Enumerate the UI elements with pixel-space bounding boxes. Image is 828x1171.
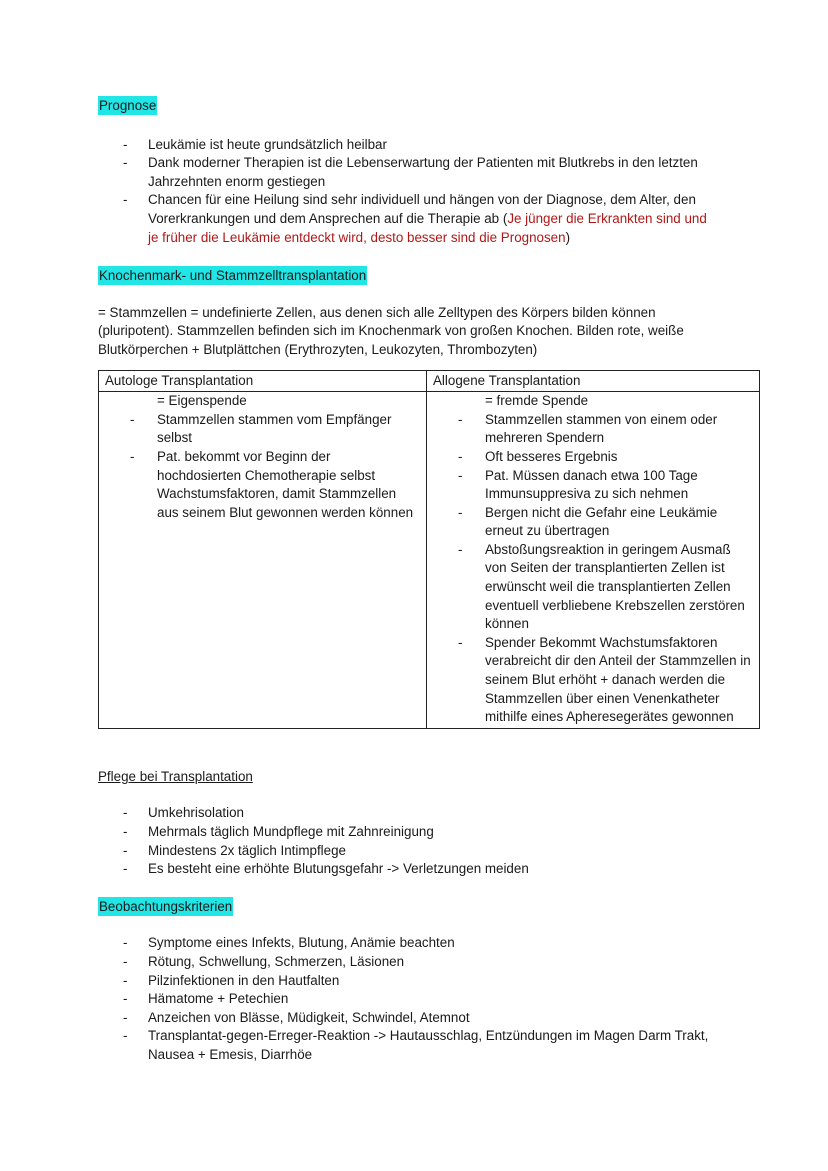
list-item: - Es besteht eine erhöhte Blutungsgefahr -> Verletzungen meiden: [148, 860, 762, 879]
list-item: - Stammzellen stammen von einem oder mehreren Spendern: [458, 411, 718, 446]
table-header-allogene: Allogene Transplantation: [427, 370, 760, 392]
dash-bullet: -: [123, 861, 128, 877]
list-item: - Spender Bekommt Wachstumsfaktoren verabreicht dir den Anteil der Stammzellen in seinem Blut erhöht + danach werden die Stammzellen über einen Venenkatheter mithilfe eines Apheresegerätes gewonnen: [458, 634, 751, 725]
list-item: - Stammzellen stammen vom Empfänger selbst: [130, 411, 392, 446]
table-header-row: [99, 370, 760, 392]
dash-bullet: -: [458, 541, 463, 557]
transplantation-table: [98, 370, 760, 729]
table-cell-autologe: [99, 392, 427, 729]
dash-bullet: -: [458, 634, 463, 650]
cell-lead: = Eigenspende: [157, 393, 247, 409]
list-item: - Mehrmals täglich Mundpflege mit Zahnreinigung: [148, 823, 762, 842]
dash-bullet: -: [130, 448, 135, 464]
section-prognose: [98, 96, 762, 247]
beobachtung-list: [98, 934, 748, 1064]
dash-bullet: -: [123, 192, 128, 208]
dash-bullet: -: [123, 1009, 128, 1025]
dash-bullet: -: [123, 824, 128, 839]
dash-bullet: -: [458, 448, 463, 464]
dash-bullet: -: [458, 411, 463, 427]
dash-bullet: -: [123, 155, 128, 171]
autologe-list: [105, 411, 415, 523]
dash-bullet: -: [123, 842, 128, 858]
heading-prognose: Prognose: [99, 98, 157, 113]
prognose-highlight-red: Je jünger die Erkrankten sind und je früher die Leukämie entdeckt wird, desto besser sind die Prognosen: [148, 210, 707, 245]
list-item: - Leukämie ist heute grundsätzlich heilbar: [148, 136, 718, 155]
list-item: - Bergen nicht die Gefahr eine Leukämie erneut zu übertragen: [458, 504, 718, 539]
cell-lead: = fremde Spende: [485, 393, 589, 409]
dash-bullet: -: [123, 136, 128, 152]
list-item: - Symptome eines Infekts, Blutung, Anämie beachten: [148, 934, 748, 953]
dash-bullet: -: [458, 467, 463, 483]
prognose-list: [98, 136, 718, 248]
dash-bullet: -: [130, 411, 135, 427]
dash-bullet: -: [123, 1028, 128, 1044]
list-item: - Umkehrisolation: [148, 804, 762, 823]
list-item: - Abstoßungsreaktion in geringem Ausmaß von Seiten der transplantierten Zellen ist erwünscht weil die transplantierten Zellen eventuell verbliebene Krebszellen zerstören können: [458, 541, 745, 632]
section-transplantation: [98, 266, 762, 729]
list-item: - Pat. bekommt vor Beginn der hochdosierten Chemotherapie selbst Wachstumsfaktoren, damit Stammzellen aus seinem Blut gewonnen werden können: [130, 448, 414, 520]
list-item: - Hämatome + Petechien: [148, 990, 748, 1009]
heading-transplantation: Knochenmark- und Stammzelltransplantation: [99, 268, 367, 284]
heading-pflege: Pflege bei Transplantation: [98, 768, 253, 784]
pflege-list: [98, 804, 762, 878]
transplantation-paragraph: = Stammzellen = undefinierte Zellen, aus denen sich alle Zelltypen des Körpers bilden können (pluripotent). Stammzellen befinden sich im Knochenmark von großen Knochen. Bilden rote, weiße Blutkörperchen + Blutplättchen (Erythrozyten, Leukozyten, Thrombozyten): [98, 304, 684, 357]
table-cell-allogene: [427, 392, 760, 729]
allogene-list: [433, 411, 753, 727]
list-item: - Mindestens 2x täglich Intimpflege: [148, 842, 762, 861]
table-header-autologe: Autologe Transplantation: [99, 370, 427, 392]
document-page: [98, 96, 762, 1065]
dash-bullet: -: [458, 504, 463, 520]
list-item: - Chancen für eine Heilung sind sehr individuell und hängen von der Diagnose, dem Alter, den Vorerkrankungen und dem Ansprechen auf die Therapie ab (Je jünger die Erkrankten sind und je früher die Leukämie entdeckt wird, desto besser sind die Prognosen): [123, 192, 707, 245]
list-item: - Pilzinfektionen in den Hautfalten: [148, 972, 748, 991]
dash-bullet: -: [123, 972, 128, 988]
list-item: - Pat. Müssen danach etwa 100 Tage Immunsuppresiva zu sich nehmen: [458, 467, 698, 502]
section-beobachtung: [98, 897, 762, 1065]
list-item: - Oft besseres Ergebnis: [485, 448, 753, 467]
dash-bullet: -: [123, 805, 128, 821]
list-item: - Anzeichen von Blässe, Müdigkeit, Schwindel, Atemnot: [148, 1009, 748, 1028]
dash-bullet: -: [123, 935, 128, 951]
list-item: - Transplantat-gegen-Erreger-Reaktion -> Hautausschlag, Entzündungen im Magen Darm Trakt, Nausea + Emesis, Diarrhöe: [123, 1028, 709, 1062]
table-row: [99, 392, 760, 729]
heading-beobachtung: Beobachtungskriterien: [99, 898, 233, 914]
section-pflege: [98, 767, 762, 879]
list-item: - Dank moderner Therapien ist die Lebenserwartung der Patienten mit Blutkrebs in den letzten Jahrzehnten enorm gestiegen: [123, 155, 698, 189]
dash-bullet: -: [123, 953, 128, 969]
list-item: - Rötung, Schwellung, Schmerzen, Läsionen: [148, 953, 748, 972]
dash-bullet: -: [123, 991, 128, 1007]
